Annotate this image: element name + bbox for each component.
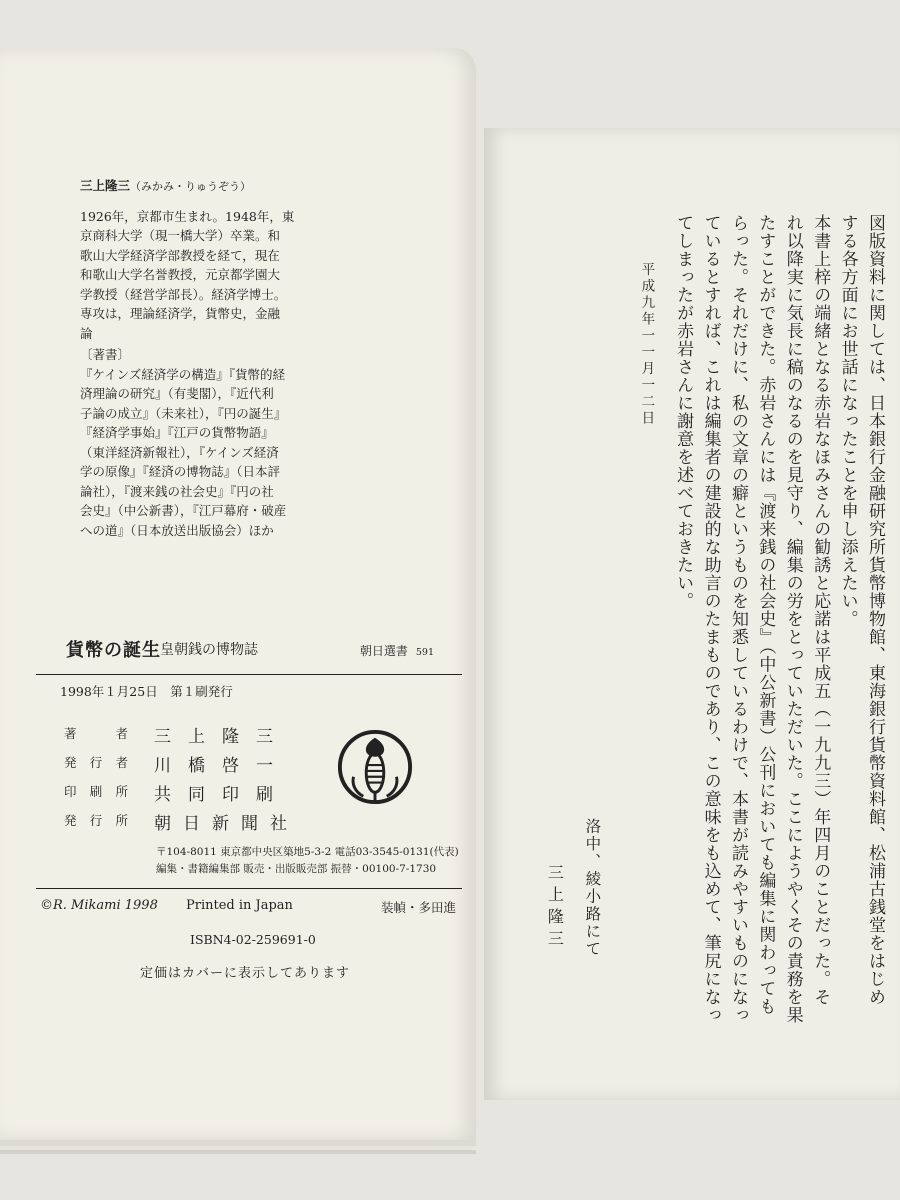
afterword-body (669, 214, 888, 1034)
credit-role: 印刷所 (64, 784, 128, 799)
works-line: への道』（日本放送出版協会）ほか (80, 522, 274, 538)
credit-role: 発行所 (64, 813, 128, 828)
works-line: 学の原像』『経済の博物誌』（日本評 (80, 464, 281, 479)
author-signature: 三上隆三 (545, 864, 565, 952)
address-line: 編集・書籍編集部 販売・出版販売部 振替・00100-7-1730 (156, 863, 437, 875)
bio-line: 論 (80, 325, 93, 341)
works-line: 『経済学事始』『江戸の貨幣物語』 (80, 425, 274, 440)
works-line: 『ケインズ経済学の構造』『貨幣的経 (80, 366, 286, 382)
credit-name: 三上隆三 (154, 727, 290, 747)
address-line: 〒104-8011 東京都中央区築地5-3-2 電話03-3545-0131(代表) (156, 846, 459, 858)
copyright: ©R. Mikami 1998 (40, 898, 158, 913)
afterword-place: 洛中、綾小路にて (583, 818, 602, 958)
body-line: ているとすれば、これは編集者の建設的な助言のたまものであり、この意味をも込めて、筆尻になっ (700, 214, 721, 1024)
bio-line: 歌山大学経済学部教授を経て，現在 (80, 247, 280, 263)
bio-line: 和歌山大学名誉教授，元京都学園大 (80, 267, 281, 282)
bio-line: 1926年，京都市生まれ。1948年，東 (80, 208, 295, 224)
body-line: する各方面にお世話になったことを申し添えたい。 (837, 214, 858, 628)
book-title: 貨幣の誕生 (66, 640, 161, 661)
body-line: れ以降実に気長に稿のなるのを見守り、編集の労をとっていただいた。ここにようやくその責務を果 (782, 214, 803, 1024)
page-edge (0, 1150, 476, 1154)
bio-line: 専攻は，理論経済学，貨幣史，金融 (80, 306, 281, 321)
afterword-date: 平成九年一一月一二日 (638, 262, 655, 427)
credit-role: 著 者 (64, 726, 128, 741)
works-line: 論社），『渡来銭の社会史』『円の社 (80, 483, 274, 499)
works-line: （東洋経済新報社），『ケインズ経済 (80, 444, 279, 460)
publication-date: 1998年１月25日 第１刷発行 (60, 684, 233, 699)
isbn: ISBN4-02-259691-0 (190, 932, 316, 947)
bio-line: 京商科大学（現一橋大学）卒業。和 (80, 228, 281, 243)
works-line: 済理論の研究』（有斐閣），『近代利 (80, 386, 274, 401)
body-line: らった。それだけに、私の文章の癖というものを知悉しているわけで、本書が読みやすいものになっ (727, 214, 748, 1024)
divider-rule (36, 888, 462, 889)
divider-rule (36, 674, 462, 675)
series-label (360, 642, 434, 659)
works-heading: 〔著書〕 (80, 347, 131, 362)
body-line: てしまったが赤岩さんに謝意を述べておきたい。 (673, 214, 694, 610)
works-line: 子論の成立』（未来社），『円の誕生』 (80, 405, 287, 421)
body-line: たすことができた。赤岩さんには『渡来銭の社会史』（中公新書）公刊においても編集に関わっても (755, 214, 776, 1016)
author-name: 三上隆三 (80, 178, 131, 193)
printed-in: Printed in Japan (186, 898, 293, 913)
price-note: 定価はカバーに表示してあります (140, 966, 351, 981)
body-line: 本書上梓の端緒となる赤岩なほみさんの勧誘と応諾は平成五（一九九三）年四月のことだった。そ (810, 214, 831, 1006)
author-reading: （みかみ・りゅうぞう） (130, 180, 252, 193)
credit-name: 川橋啓一 (154, 756, 290, 776)
credit-row (64, 809, 394, 838)
publisher-seal-icon (336, 728, 414, 806)
body-line: 図版資料に関しては、日本銀行金融研究所貨幣博物館、東海銀行貨幣資料館、松浦古銭堂をはじめ (865, 214, 885, 1006)
cover-designer: 装幀・多田進 (380, 900, 456, 915)
series-name: 朝日選書 (359, 644, 408, 658)
bio-line: 学教授（経営学部長）。経済学博士。 (80, 286, 287, 302)
page-edge (0, 1140, 476, 1146)
author-bio (80, 176, 410, 540)
colophon (36, 636, 462, 981)
credit-name: 朝日新聞社 (154, 814, 299, 834)
works-line: 会史』（中公新書），『江戸幕府・破産 (80, 503, 287, 518)
series-number: 591 (415, 647, 434, 658)
publisher-address (156, 844, 459, 878)
credit-name: 共同印刷 (154, 785, 290, 805)
book-subtitle: 皇朝銭の博物誌 (160, 642, 258, 658)
credit-role: 発行者 (64, 755, 128, 770)
